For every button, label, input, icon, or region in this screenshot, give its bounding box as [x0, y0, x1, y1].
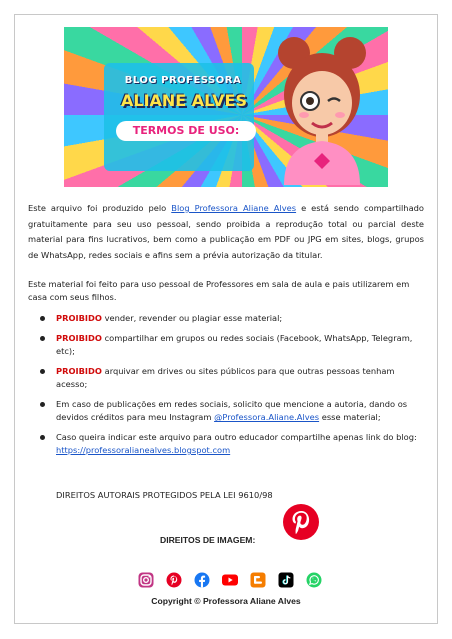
- rule-text: esse material;: [319, 412, 381, 422]
- blogger-icon[interactable]: [250, 572, 266, 588]
- rule-text: vender, revender ou plagiar esse material;: [101, 313, 283, 323]
- banner-terms-title: TERMOS DE USO:: [116, 121, 256, 141]
- header-banner: [64, 27, 388, 187]
- facebook-icon[interactable]: [194, 572, 210, 588]
- bullet-icon: [40, 369, 45, 374]
- blog-link[interactable]: Blog Professora Aliane Alves: [171, 203, 297, 213]
- prohibited-label: PROIBIDO: [56, 333, 102, 343]
- blog-url-link[interactable]: https://professoralianealves.blogspot.com: [56, 445, 231, 455]
- bullet-icon: [40, 336, 45, 341]
- instagram-icon[interactable]: [138, 572, 154, 588]
- bullet-icon: [40, 435, 45, 440]
- intro-text-end: e está sendo compartilhado gratuitamente para seu uso pessoal, sendo proibida a reprodução total ou parcial deste material para fins lucrativos, bem como a publicação em PDF ou JPG em sites, blogs, grupos de WhatsApp, redes sociais e afins sem a prévia autorização da titular.: [28, 203, 424, 260]
- youtube-icon[interactable]: [222, 572, 238, 588]
- pinterest-icon[interactable]: [282, 503, 320, 541]
- usage-paragraph: Este material foi feito para uso pessoal de Professores em sala de aula e pais utilizarem em casa com seus filhos.: [28, 279, 410, 302]
- rule-text: compartilhar em grupos ou redes sociais (Facebook, WhatsApp, Telegram, etc);: [56, 333, 413, 356]
- tiktok-icon[interactable]: [278, 572, 294, 588]
- rules-list: [38, 312, 418, 464]
- list-item: [38, 332, 418, 358]
- image-rights-label: DIREITOS DE IMAGEM:: [160, 535, 256, 545]
- avatar-illustration: [264, 33, 380, 185]
- instagram-link[interactable]: @Professora.Aliane.Alves: [214, 412, 320, 422]
- pinterest-icon[interactable]: [166, 572, 182, 588]
- banner-blog-label: BLOG PROFESSORA: [124, 75, 242, 86]
- list-item: [38, 312, 418, 325]
- rule-text: Em caso de publicações em redes sociais, solicito que mencione a autoria, dando os devidos créditos para meu Instagram: [56, 399, 408, 422]
- bullet-icon: [40, 316, 45, 321]
- whatsapp-icon[interactable]: [306, 572, 322, 588]
- rule-text: arquivar em drives ou sites públicos para que outras pessoas tenham acesso;: [56, 366, 395, 389]
- prohibited-label: PROIBIDO: [56, 313, 102, 323]
- rule-text: Caso queira indicar este arquivo para outro educador compartilhe apenas link do blog:: [56, 432, 417, 442]
- list-item: [38, 398, 418, 424]
- intro-paragraph: [28, 201, 424, 263]
- list-item: [38, 365, 418, 391]
- copyright-footer: Copyright © Professora Aliane Alves: [151, 596, 301, 606]
- banner-author-name: ALIANE ALVES: [120, 91, 247, 110]
- intro-text-start: Este arquivo foi produzido pelo: [28, 203, 172, 213]
- bullet-icon: [40, 402, 45, 407]
- social-icons-row: [138, 572, 322, 588]
- prohibited-label: PROIBIDO: [56, 366, 102, 376]
- list-item: [38, 431, 418, 457]
- copyright-law-notice: DIREITOS AUTORAIS PROTEGIDOS PELA LEI 9610/98: [56, 490, 273, 500]
